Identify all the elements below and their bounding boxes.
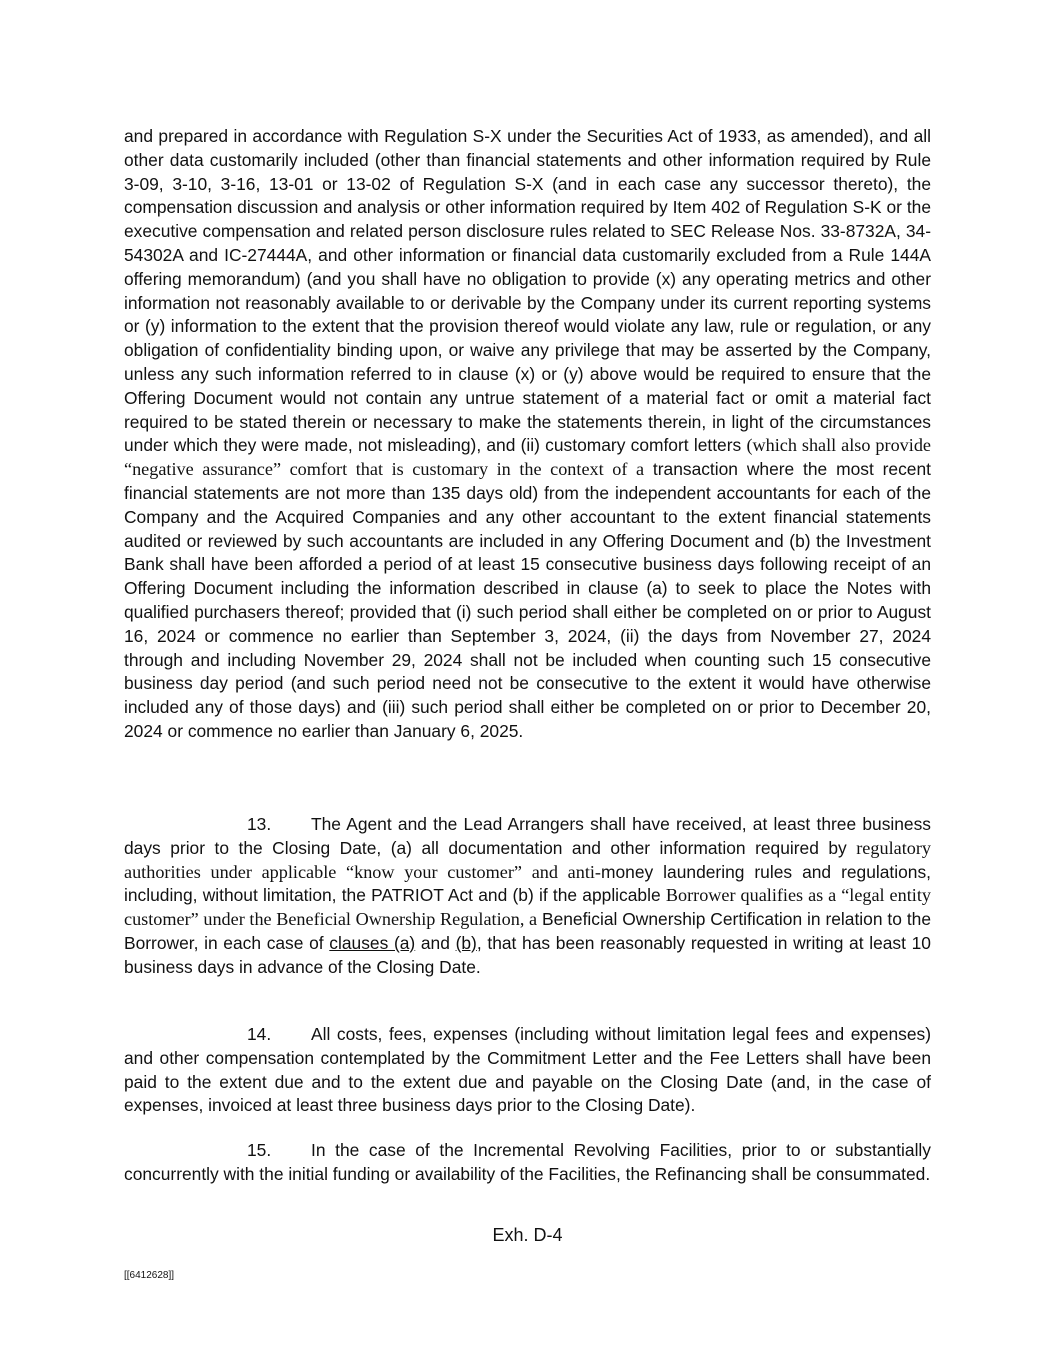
paragraph-text: The Agent and the Lead Arrangers shall have received, at least three business days prior to the Closing Date, (a) all documentation and other information required by <box>124 814 931 858</box>
clause-a-reference: clauses (a) <box>329 932 416 953</box>
document-id: [[6412628]] <box>124 1270 175 1281</box>
paragraph-number: 15. <box>247 1140 272 1160</box>
clause-b-reference: (b) <box>455 932 477 953</box>
paragraph-text: and <box>420 932 450 953</box>
paragraph-text: and prepared in accordance with Regulation S-X under the Securities Act of 1933, as amended), and all other data customarily included (other than financial statements and other information required by Rule 3-09, 3-10, 3-16, 13-01 or 13-02 of Regulation S-X (and in each case any successor thereto), the compensation discussion and analysis or other information required by Item 402 of Regulation S-K or the executive compensation and related person disclosure rules related to SEC Release Nos. 33-8732A, 34-54302A and IC-27444A, and other information or financial data customarily excluded from a Rule 144A offering memorandum) (and you shall have no obligation to provide (x) any operating metrics and other information not reasonably available to or derivable by the Company under its current reporting systems or (y) information to the extent that the provision thereof would violate any law, rule or regulation, or any obligation of confidentiality binding upon, or waive any privilege that may be asserted by the Company, unless any such information referred to in clause (x) or (y) above would be required to ensure that the Offering Document would not contain any untrue statement of a material fact or omit a material fact required to be stated therein or necessary to make the statements therein, in light of the circumstances under which they were made, not misleading), and (ii) customary comfort letters <box>124 126 931 456</box>
paragraph-text: transaction where the most recent financial statements are not more than 135 days old) from the independent accountants for each of the Company and the Acquired Companies and any other accountant to the extent financial statements audited or reviewed by such accountants are included in any Offering Document and (b) the Investment Bank shall have been afforded a period of at least 15 consecutive business days following receipt of an Offering Document including the information described in clause (a) to seek to place the Notes with qualified purchasers thereof; provided that (i) such period shall either be completed on or prior to August 16, 2024 or commence no earlier than September 3, 2024, (ii) the days from November 27, 2024 through and including November 29, 2024 shall not be included when counting such 15 consecutive business day period (and such period need not be consecutive to the extent it would have otherwise included any of those days) and (iii) such period shall either be completed on or prior to December 20, 2024 or commence no earlier than January 6, 2025. <box>124 459 931 741</box>
paragraph-15 <box>124 1139 931 1187</box>
paragraph-number: 13. <box>247 814 272 834</box>
paragraph-14 <box>124 1023 931 1118</box>
paragraph-text: , that has been reasonably requested in writing at least 10 business days in advance of the Closing Date. <box>124 932 931 977</box>
paragraph-continuation <box>124 125 931 744</box>
paragraph-text-serif: Borrower qualifies as a “legal entity customer” under the Beneficial Ownership Regulation, a <box>124 885 931 930</box>
paragraph-text-serif: (which shall also provide “negative assurance” comfort that is customary in the context of a <box>124 435 931 480</box>
paragraph-text-serif: regulatory authorities under applicable “know your customer” and anti- <box>124 837 931 882</box>
paragraph-number: 14. <box>247 1024 272 1044</box>
paragraph-text: In the case of the Incremental Revolving Facilities, prior to or substantially concurrently with the initial funding or availability of the Facilities, the Refinancing shall be consummated. <box>124 1140 931 1184</box>
page-number: Exh. D-4 <box>492 1225 563 1245</box>
paragraph-13 <box>124 813 931 980</box>
paragraph-text: All costs, fees, expenses (including without limitation legal fees and expenses) and other compensation contemplated by the Commitment Letter and the Fee Letters shall have been paid to the extent due and to the extent due and payable on the Closing Date (and, in the case of expenses, invoiced at least three business days prior to the Closing Date). <box>124 1024 931 1116</box>
paragraph-text: money laundering rules and regulations, including, without limitation, the PATRIOT Act and (b) if the applicable <box>124 861 931 906</box>
paragraph-text: Beneficial Ownership Certification in relation to the Borrower, in each case of <box>124 909 931 953</box>
